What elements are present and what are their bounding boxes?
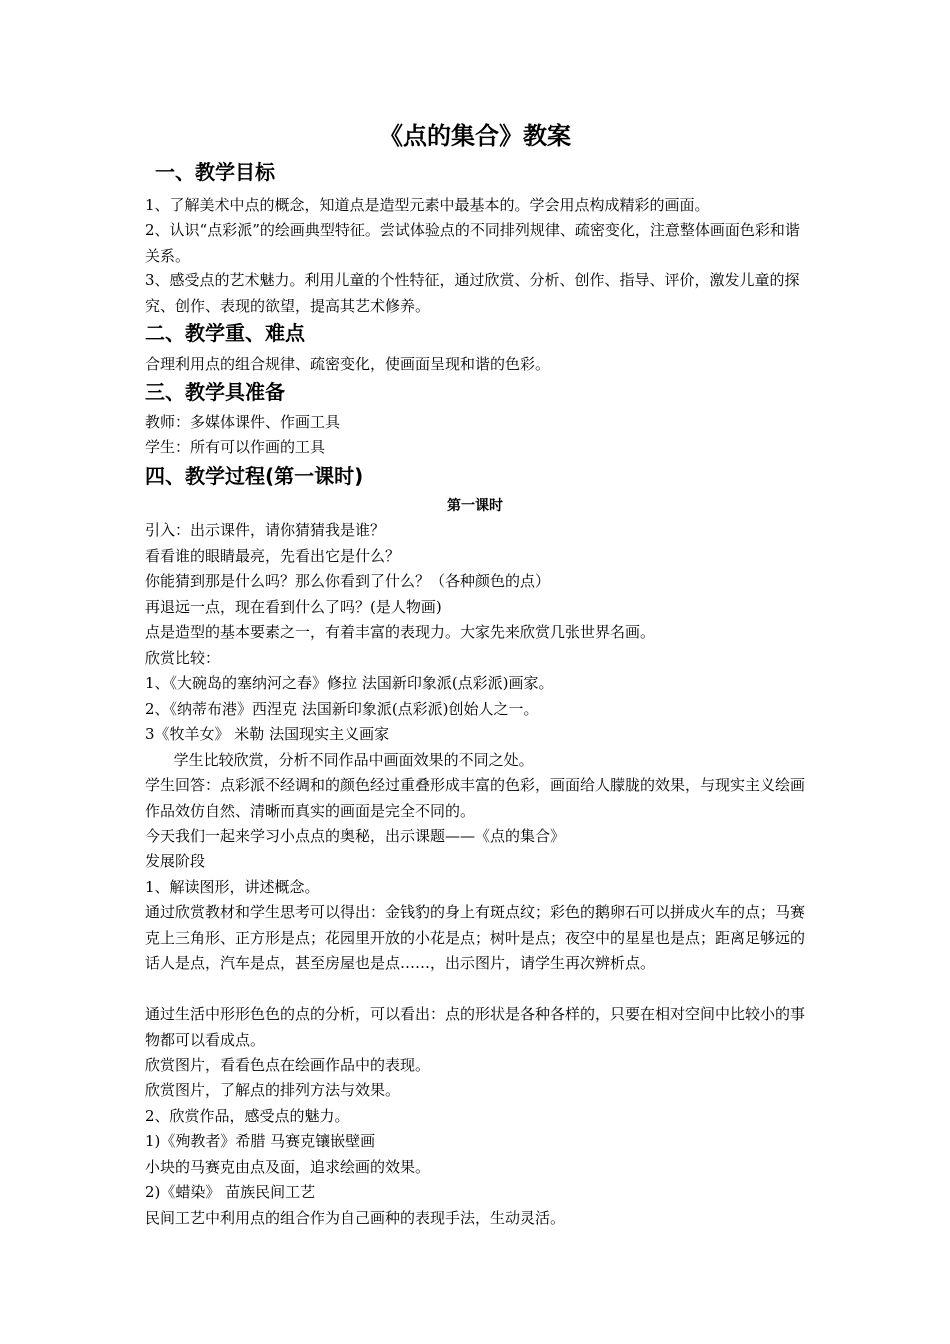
lesson-subheading: 第一课时 xyxy=(447,498,503,514)
process-line: 1)《殉教者》希腊 马赛克镶嵌壁画 xyxy=(145,1132,376,1150)
process-line: 小块的马赛克由点及面，追求绘画的效果。 xyxy=(145,1158,431,1176)
process-line: 欣赏图片，了解点的排列方法与效果。 xyxy=(145,1081,401,1099)
process-line: 3《牧羊女》 米勒 法国现实主义画家 xyxy=(145,725,390,743)
process-line: 欣赏图片，看看色点在绘画作品中的表现。 xyxy=(145,1056,431,1074)
section-heading-key-points: 二、教学重、难点 xyxy=(145,321,305,345)
process-line: 今天我们一起来学习小点点的奥秘，出示课题——《点的集合》 xyxy=(145,827,566,845)
process-line: 1、解读图形，讲述概念。 xyxy=(145,878,320,896)
analysis-paragraph: 通过生活中形形色色的点的分析，可以看出：点的形状是各种各样的，只要在相对空间中比较小的事物都可以看成点。 xyxy=(145,1005,806,1049)
process-line: 2)《蜡染》 苗族民间工艺 xyxy=(145,1183,316,1201)
process-line: 2、欣赏作品，感受点的魅力。 xyxy=(145,1107,350,1125)
objective-item-1: 1、了解美术中点的概念，知道点是造型元素中最基本的。学会用点构成精彩的画面。 xyxy=(145,196,710,214)
process-line: 2、《纳蒂布港》西涅克 法国新印象派(点彩派)创始人之一。 xyxy=(145,700,539,718)
process-line: 民间工艺中利用点的组合作为自己画种的表现手法，生动灵活。 xyxy=(145,1209,566,1227)
section-heading-materials: 三、教学具准备 xyxy=(145,380,285,404)
process-line: 发展阶段 xyxy=(145,852,206,870)
process-line: 引入：出示课件，请你猜猜我是谁？ xyxy=(145,521,386,539)
section-heading-objectives: 一、教学目标 xyxy=(155,160,275,184)
student-answer-paragraph: 学生回答：点彩派不经调和的颜色经过重叠形成丰富的色彩，画面给人朦胧的效果，与现实主义绘画作品效仿自然、清晰而真实的画面是完全不同的。 xyxy=(145,776,806,820)
materials-student: 学生：所有可以作画的工具 xyxy=(145,438,326,456)
concept-paragraph: 通过欣赏教材和学生思考可以得出：金钱豹的身上有斑点纹；彩色的鹅卵石可以拼成火车的点；马赛克上三角形、正方形是点；花园里开放的小花是点；树叶是点；夜空中的星星也是点；距离足够远的话人是点，汽车是点，甚至房屋也是点……，出示图片，请学生再次辨析点。 xyxy=(145,903,806,972)
section-heading-process: 四、教学过程(第一课时) xyxy=(145,464,364,488)
process-line: 点是造型的基本要素之一，有着丰富的表现力。大家先来欣赏几张世界名画。 xyxy=(145,623,656,641)
objective-item-2: 2、认识“点彩派”的绘画典型特征。尝试体验点的不同排列规律、疏密变化，注意整体画面色彩和谐关系。 xyxy=(145,221,800,265)
key-points-text: 合理利用点的组合规律、疏密变化，使画面呈现和谐的色彩。 xyxy=(145,355,551,373)
process-line: 欣赏比较： xyxy=(145,649,221,667)
objective-item-3: 3、感受点的艺术魅力。利用儿童的个性特征，通过欣赏、分析、创作、指导、评价，激发儿童的探究、创作、表现的欲望，提高其艺术修养。 xyxy=(145,271,800,315)
materials-teacher: 教师：多媒体课件、作画工具 xyxy=(145,413,341,431)
process-line: 看看谁的眼睛最亮，先看出它是什么？ xyxy=(145,547,401,565)
process-line: 学生比较欣赏，分析不同作品中画面效果的不同之处。 xyxy=(145,751,534,769)
process-line: 1、《大碗岛的塞纳河之春》修拉 法国新印象派(点彩派)画家。 xyxy=(145,674,554,692)
document-title: 《点的集合》教案 xyxy=(379,122,571,150)
process-line: 再退远一点，现在看到什么了吗？(是人物画) xyxy=(145,598,442,616)
process-line: 你能猜到那是什么吗？那么你看到了什么？（各种颜色的点） xyxy=(145,572,551,590)
